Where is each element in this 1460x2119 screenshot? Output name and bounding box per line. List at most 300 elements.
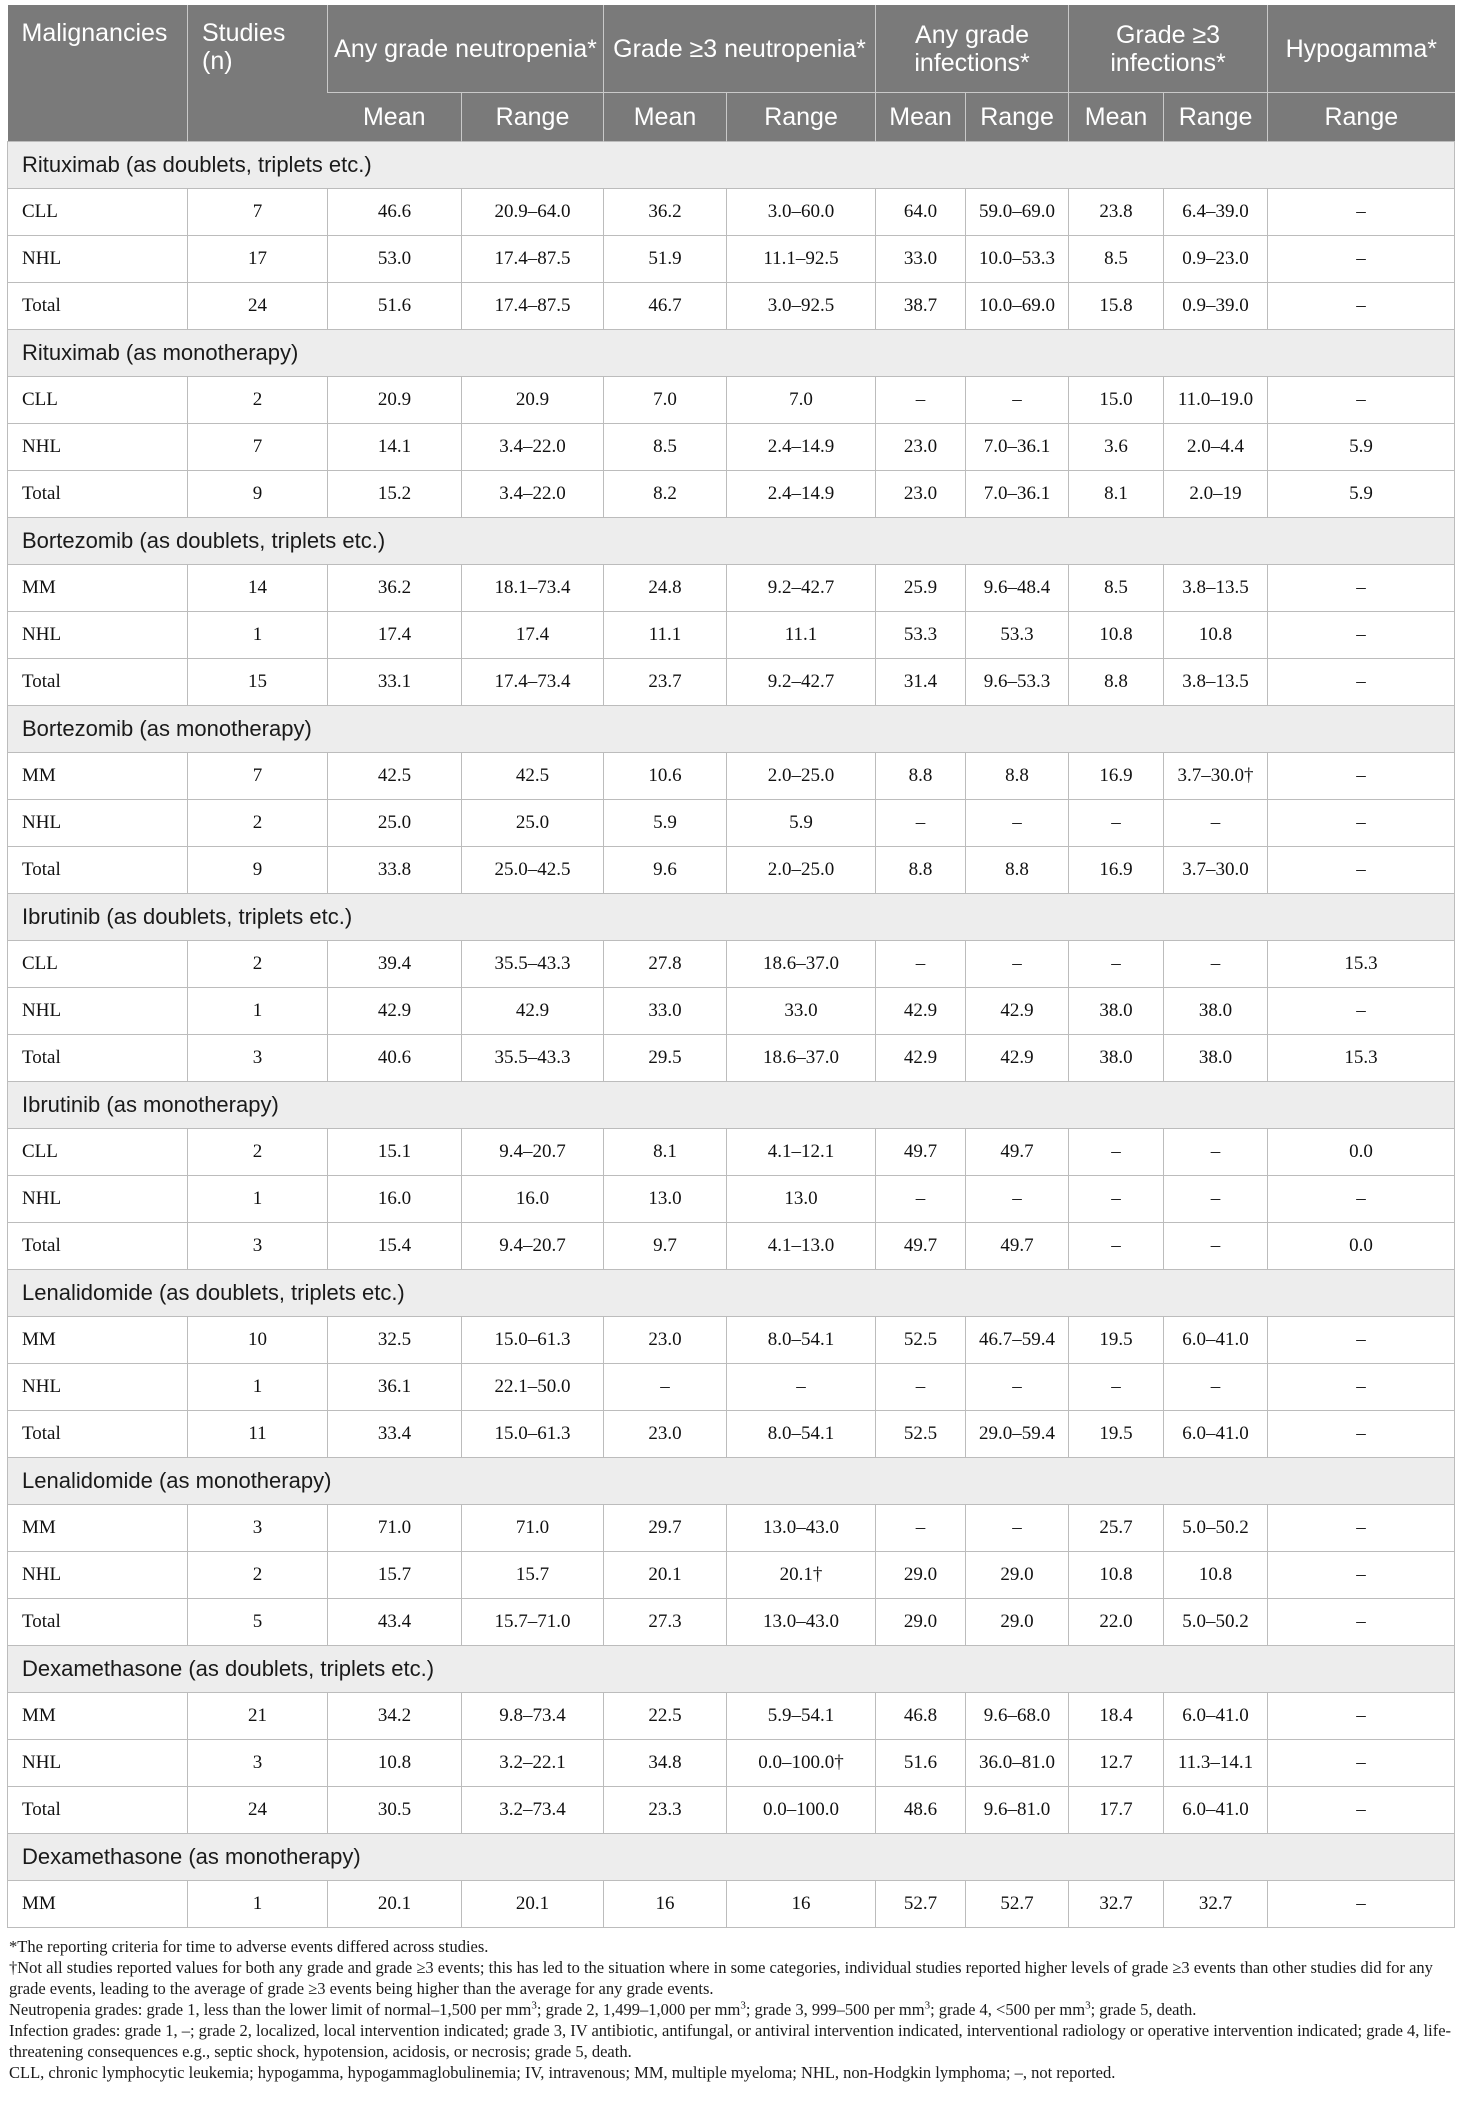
group-title: Bortezomib (as doublets, triplets etc.) (8, 518, 1455, 565)
table-cell: 38.7 (876, 283, 966, 330)
table-cell: – (1268, 1364, 1455, 1411)
table-cell: 53.3 (966, 612, 1069, 659)
row-label: NHL (8, 424, 188, 471)
table-cell: 17.4 (328, 612, 462, 659)
table-cell: 24 (188, 283, 328, 330)
table-cell: 5.9 (604, 800, 727, 847)
table-cell: 10 (188, 1317, 328, 1364)
table-cell: 17.4–87.5 (462, 283, 604, 330)
table-cell: 49.7 (966, 1223, 1069, 1270)
row-label: MM (8, 753, 188, 800)
table-cell: – (1268, 1411, 1455, 1458)
table-cell: 8.8 (1069, 659, 1164, 706)
table-cell: – (1268, 236, 1455, 283)
row-label: NHL (8, 988, 188, 1035)
table-row (8, 1599, 1455, 1646)
table-cell: – (1164, 941, 1268, 988)
table-cell: 53.0 (328, 236, 462, 283)
group-row (8, 706, 1455, 753)
table-cell: 4.1–13.0 (727, 1223, 876, 1270)
table-cell: 46.7–59.4 (966, 1317, 1069, 1364)
table-cell: 3.0–60.0 (727, 189, 876, 236)
table-cell: 18.6–37.0 (727, 1035, 876, 1082)
table-cell: 5.0–50.2 (1164, 1599, 1268, 1646)
table-cell: 9 (188, 847, 328, 894)
table-row (8, 1693, 1455, 1740)
table-cell: – (966, 1505, 1069, 1552)
row-label: Total (8, 1599, 188, 1646)
table-cell: 35.5–43.3 (462, 941, 604, 988)
row-label: NHL (8, 236, 188, 283)
subheader-range: Range (966, 93, 1069, 142)
table-cell: 51.6 (876, 1740, 966, 1787)
table-cell: 52.7 (966, 1881, 1069, 1928)
table-cell: 5.9 (1268, 424, 1455, 471)
table-header (8, 5, 1455, 142)
row-label: MM (8, 1505, 188, 1552)
table-cell: 16 (727, 1881, 876, 1928)
group-row (8, 142, 1455, 189)
table-cell: 3.7–30.0 (1164, 847, 1268, 894)
table-cell: 38.0 (1069, 1035, 1164, 1082)
row-label: Total (8, 1411, 188, 1458)
table-row (8, 189, 1455, 236)
table-cell: 8.2 (604, 471, 727, 518)
table-row (8, 1740, 1455, 1787)
table-cell: 8.8 (876, 753, 966, 800)
table-cell: 13.0–43.0 (727, 1599, 876, 1646)
table-cell: 21 (188, 1693, 328, 1740)
table-cell: 15.0 (1069, 377, 1164, 424)
table-cell: 2 (188, 800, 328, 847)
table-cell: 52.5 (876, 1317, 966, 1364)
adverse-events-table (7, 5, 1455, 1928)
table-cell: 3.6 (1069, 424, 1164, 471)
table-cell: 51.9 (604, 236, 727, 283)
table-cell: 3.8–13.5 (1164, 565, 1268, 612)
table-cell: 9.2–42.7 (727, 565, 876, 612)
table-cell: – (876, 1364, 966, 1411)
table-cell: 5.9 (1268, 471, 1455, 518)
table-cell: 2.4–14.9 (727, 471, 876, 518)
table-cell: 17.4–73.4 (462, 659, 604, 706)
table-cell: 6.0–41.0 (1164, 1693, 1268, 1740)
table-cell: 22.0 (1069, 1599, 1164, 1646)
group-row (8, 1458, 1455, 1505)
table-cell: 1 (188, 1364, 328, 1411)
table-cell: 15.7 (462, 1552, 604, 1599)
table-cell: 36.1 (328, 1364, 462, 1411)
table-cell: 23.8 (1069, 189, 1164, 236)
table-cell: – (1069, 941, 1164, 988)
table-cell: 15.7–71.0 (462, 1599, 604, 1646)
table-cell: 33.1 (328, 659, 462, 706)
table-cell: 8.0–54.1 (727, 1317, 876, 1364)
header-hypogamma: Hypogamma* (1268, 5, 1455, 93)
table-cell: 42.5 (328, 753, 462, 800)
table-cell: – (1069, 1129, 1164, 1176)
table-cell: 15.0–61.3 (462, 1317, 604, 1364)
table-cell: 15.0–61.3 (462, 1411, 604, 1458)
table-cell: 42.9 (966, 988, 1069, 1035)
table-cell: – (966, 377, 1069, 424)
table-cell: 8.8 (966, 753, 1069, 800)
table-cell: 42.9 (966, 1035, 1069, 1082)
table-cell: 48.6 (876, 1787, 966, 1834)
table-cell: 15.4 (328, 1223, 462, 1270)
table-row (8, 800, 1455, 847)
table-cell: 32.5 (328, 1317, 462, 1364)
table-cell: 59.0–69.0 (966, 189, 1069, 236)
table-footnotes (7, 1936, 1454, 2083)
table-cell: 29.0 (966, 1552, 1069, 1599)
table-row (8, 377, 1455, 424)
table-cell: 71.0 (462, 1505, 604, 1552)
table-cell: 2.4–14.9 (727, 424, 876, 471)
table-cell: – (1268, 753, 1455, 800)
table-cell: 6.0–41.0 (1164, 1317, 1268, 1364)
table-cell: 7 (188, 189, 328, 236)
table-cell: 11.1 (727, 612, 876, 659)
table-cell: 27.8 (604, 941, 727, 988)
row-label: Total (8, 1787, 188, 1834)
table-cell: 20.1 (328, 1881, 462, 1928)
table-cell: 12.7 (1069, 1740, 1164, 1787)
table-row (8, 1552, 1455, 1599)
table-cell: 39.4 (328, 941, 462, 988)
table-cell: 32.7 (1164, 1881, 1268, 1928)
table-cell: 52.7 (876, 1881, 966, 1928)
table-cell: 18.6–37.0 (727, 941, 876, 988)
subheader-range: Range (462, 93, 604, 142)
table-row (8, 424, 1455, 471)
table-cell: 9.6–68.0 (966, 1693, 1069, 1740)
table-cell: 16.0 (328, 1176, 462, 1223)
table-cell: 25.0 (462, 800, 604, 847)
table-cell: 18.4 (1069, 1693, 1164, 1740)
table-cell: 2 (188, 941, 328, 988)
table-cell: 3.7–30.0† (1164, 753, 1268, 800)
table-row (8, 1317, 1455, 1364)
footnote-reporting-criteria: *The reporting criteria for time to adverse events differed across studies. (9, 1937, 489, 1956)
table-cell: 46.6 (328, 189, 462, 236)
group-title: Lenalidomide (as doublets, triplets etc.) (8, 1270, 1455, 1317)
row-label: NHL (8, 612, 188, 659)
table-cell: 36.0–81.0 (966, 1740, 1069, 1787)
row-label: MM (8, 1881, 188, 1928)
table-cell: 42.9 (876, 988, 966, 1035)
table-row (8, 847, 1455, 894)
table-cell: – (876, 377, 966, 424)
table-cell: 1 (188, 988, 328, 1035)
table-cell: – (1164, 800, 1268, 847)
table-cell: 42.9 (328, 988, 462, 1035)
table-cell: 13.0 (727, 1176, 876, 1223)
table-cell: 5.9–54.1 (727, 1693, 876, 1740)
row-label: Total (8, 847, 188, 894)
table-cell: – (1268, 847, 1455, 894)
table-cell: 20.9 (328, 377, 462, 424)
subheader-mean: Mean (604, 93, 727, 142)
table-cell: 52.5 (876, 1411, 966, 1458)
table-cell: 29.0 (876, 1552, 966, 1599)
table-cell: – (1268, 1176, 1455, 1223)
table-cell: 2.0–25.0 (727, 847, 876, 894)
table-cell: 24.8 (604, 565, 727, 612)
table-cell: 25.9 (876, 565, 966, 612)
table-row (8, 1787, 1455, 1834)
row-label: Total (8, 471, 188, 518)
table-cell: 23.0 (876, 424, 966, 471)
table-cell: 9.6 (604, 847, 727, 894)
table-cell: – (1268, 1740, 1455, 1787)
table-row (8, 1411, 1455, 1458)
table-cell: 33.8 (328, 847, 462, 894)
table-container (7, 5, 1454, 2083)
table-cell: – (1268, 659, 1455, 706)
table-body (8, 142, 1455, 1928)
table-cell: 7 (188, 424, 328, 471)
table-cell: 14.1 (328, 424, 462, 471)
table-cell: 9.6–48.4 (966, 565, 1069, 612)
group-title: Dexamethasone (as monotherapy) (8, 1834, 1455, 1881)
group-row (8, 330, 1455, 377)
table-row (8, 612, 1455, 659)
row-label: MM (8, 1693, 188, 1740)
table-cell: – (966, 941, 1069, 988)
table-cell: 9.7 (604, 1223, 727, 1270)
table-cell: 2 (188, 377, 328, 424)
table-cell: 7.0 (604, 377, 727, 424)
table-cell: 20.9–64.0 (462, 189, 604, 236)
table-cell: 9 (188, 471, 328, 518)
table-cell: 3 (188, 1505, 328, 1552)
table-cell: – (1069, 800, 1164, 847)
row-label: CLL (8, 189, 188, 236)
row-label: Total (8, 1223, 188, 1270)
table-cell: – (1164, 1129, 1268, 1176)
group-row (8, 1082, 1455, 1129)
group-title: Ibrutinib (as doublets, triplets etc.) (8, 894, 1455, 941)
table-cell: 27.3 (604, 1599, 727, 1646)
row-label: NHL (8, 1364, 188, 1411)
table-cell: 33.4 (328, 1411, 462, 1458)
table-cell: 1 (188, 1881, 328, 1928)
table-cell: 33.0 (727, 988, 876, 1035)
table-cell: 9.4–20.7 (462, 1223, 604, 1270)
header-any-grade-neutropenia: Any grade neutropenia* (328, 5, 604, 93)
table-cell: – (1069, 1364, 1164, 1411)
table-cell: 2.0–19 (1164, 471, 1268, 518)
table-cell: – (1268, 1599, 1455, 1646)
table-cell: – (1268, 377, 1455, 424)
group-title: Lenalidomide (as monotherapy) (8, 1458, 1455, 1505)
table-cell: 3 (188, 1740, 328, 1787)
table-cell: 16.9 (1069, 753, 1164, 800)
table-cell: 33.0 (604, 988, 727, 1035)
table-cell: 15.3 (1268, 941, 1455, 988)
row-label: NHL (8, 1552, 188, 1599)
table-cell: 8.0–54.1 (727, 1411, 876, 1458)
table-cell: – (1164, 1223, 1268, 1270)
table-cell: 23.0 (876, 471, 966, 518)
table-cell: – (876, 941, 966, 988)
table-cell: 5.0–50.2 (1164, 1505, 1268, 1552)
table-cell: 49.7 (966, 1129, 1069, 1176)
table-cell: 11.1–92.5 (727, 236, 876, 283)
table-cell: 14 (188, 565, 328, 612)
table-cell: 34.8 (604, 1740, 727, 1787)
group-row (8, 518, 1455, 565)
table-cell: 25.0–42.5 (462, 847, 604, 894)
table-cell: 17 (188, 236, 328, 283)
row-label: CLL (8, 1129, 188, 1176)
table-cell: – (1268, 1552, 1455, 1599)
table-cell: 1 (188, 1176, 328, 1223)
table-cell: – (876, 800, 966, 847)
table-cell: – (1268, 988, 1455, 1035)
table-cell: 51.6 (328, 283, 462, 330)
table-cell: 7.0–36.1 (966, 471, 1069, 518)
table-cell: 40.6 (328, 1035, 462, 1082)
subheader-range: Range (1164, 93, 1268, 142)
table-cell: 3.4–22.0 (462, 471, 604, 518)
table-cell: – (1268, 565, 1455, 612)
table-row (8, 1223, 1455, 1270)
table-cell: 10.0–69.0 (966, 283, 1069, 330)
table-cell: 0.9–23.0 (1164, 236, 1268, 283)
row-label: MM (8, 565, 188, 612)
table-cell: 2.0–25.0 (727, 753, 876, 800)
table-cell: 3.0–92.5 (727, 283, 876, 330)
table-cell: 22.5 (604, 1693, 727, 1740)
table-cell: 3 (188, 1035, 328, 1082)
table-row (8, 1881, 1455, 1928)
subheader-range: Range (727, 93, 876, 142)
table-cell: – (876, 1505, 966, 1552)
table-row (8, 565, 1455, 612)
header-malignancies: Malignancies (8, 5, 188, 142)
table-cell: – (1268, 1881, 1455, 1928)
table-row (8, 471, 1455, 518)
footnote-abbreviations: CLL, chronic lymphocytic leukemia; hypogamma, hypogammaglobulinemia; IV, intravenous; MM, multiple myeloma; NHL, non-Hodgkin lymphoma; –, not reported. (9, 2063, 1116, 2082)
table-cell: 64.0 (876, 189, 966, 236)
table-cell: 19.5 (1069, 1317, 1164, 1364)
table-cell: 4.1–12.1 (727, 1129, 876, 1176)
table-cell: 15.7 (328, 1552, 462, 1599)
table-cell: 71.0 (328, 1505, 462, 1552)
table-cell: 11.3–14.1 (1164, 1740, 1268, 1787)
table-cell: 46.8 (876, 1693, 966, 1740)
table-cell: 16 (604, 1881, 727, 1928)
table-cell: 8.5 (604, 424, 727, 471)
table-cell: 9.8–73.4 (462, 1693, 604, 1740)
table-cell: 10.8 (1069, 612, 1164, 659)
table-cell: 23.0 (604, 1317, 727, 1364)
table-cell: 20.1† (727, 1552, 876, 1599)
table-cell: 11.1 (604, 612, 727, 659)
row-label: NHL (8, 1176, 188, 1223)
table-cell: 42.9 (462, 988, 604, 1035)
table-cell: 8.8 (876, 847, 966, 894)
table-cell: 3.8–13.5 (1164, 659, 1268, 706)
table-cell: 8.1 (1069, 471, 1164, 518)
table-cell: 8.5 (1069, 236, 1164, 283)
table-cell: 7.0–36.1 (966, 424, 1069, 471)
table-cell: 33.0 (876, 236, 966, 283)
table-cell: 0.0–100.0† (727, 1740, 876, 1787)
table-cell: 25.7 (1069, 1505, 1164, 1552)
table-row (8, 1364, 1455, 1411)
table-cell: 53.3 (876, 612, 966, 659)
row-label: CLL (8, 941, 188, 988)
group-title: Rituximab (as monotherapy) (8, 330, 1455, 377)
table-cell: 13.0 (604, 1176, 727, 1223)
table-cell: – (876, 1176, 966, 1223)
table-cell: 29.5 (604, 1035, 727, 1082)
table-cell: 18.1–73.4 (462, 565, 604, 612)
table-cell: – (1268, 612, 1455, 659)
table-cell: 2 (188, 1552, 328, 1599)
table-cell: 6.0–41.0 (1164, 1787, 1268, 1834)
table-cell: 35.5–43.3 (462, 1035, 604, 1082)
table-cell: 3.4–22.0 (462, 424, 604, 471)
table-cell: – (727, 1364, 876, 1411)
table-cell: 2.0–4.4 (1164, 424, 1268, 471)
table-cell: 43.4 (328, 1599, 462, 1646)
table-cell: 32.7 (1069, 1881, 1164, 1928)
table-cell: – (1268, 800, 1455, 847)
table-cell: 8.1 (604, 1129, 727, 1176)
row-label: NHL (8, 1740, 188, 1787)
table-cell: 10.8 (1164, 1552, 1268, 1599)
table-cell: 11.0–19.0 (1164, 377, 1268, 424)
table-cell: 23.3 (604, 1787, 727, 1834)
table-cell: 0.0 (1268, 1223, 1455, 1270)
table-cell: 15.3 (1268, 1035, 1455, 1082)
table-cell: 20.1 (462, 1881, 604, 1928)
table-cell: – (1069, 1223, 1164, 1270)
table-cell: – (1069, 1176, 1164, 1223)
table-cell: 20.1 (604, 1552, 727, 1599)
table-cell: 46.7 (604, 283, 727, 330)
footnote-infection-grades: Infection grades: grade 1, –; grade 2, localized, local intervention indicated; grade 3, IV antibiotic, antifungal, or antiviral intervention indicated, interventional radiology or operative intervention indicated; grade 4, life-threatening consequences e.g., septic shock, hypotension, acidosis, or necrosis; grade 5, death. (9, 2021, 1452, 2061)
group-row (8, 1646, 1455, 1693)
table-cell: 19.5 (1069, 1411, 1164, 1458)
table-cell: 30.5 (328, 1787, 462, 1834)
subheader-mean: Mean (876, 93, 966, 142)
table-cell: 9.2–42.7 (727, 659, 876, 706)
table-cell: 8.8 (966, 847, 1069, 894)
table-cell: 10.8 (328, 1740, 462, 1787)
subheader-range: Range (1268, 93, 1455, 142)
table-cell: – (1268, 283, 1455, 330)
table-cell: – (1268, 1317, 1455, 1364)
table-cell: 42.9 (876, 1035, 966, 1082)
table-cell: 2 (188, 1129, 328, 1176)
table-cell: 3.2–22.1 (462, 1740, 604, 1787)
table-cell: 13.0–43.0 (727, 1505, 876, 1552)
header-any-grade-infections: Any grade infections* (876, 5, 1069, 93)
header-studies: Studies (n) (188, 5, 328, 142)
group-title: Ibrutinib (as monotherapy) (8, 1082, 1455, 1129)
table-cell: – (1268, 1693, 1455, 1740)
table-row (8, 753, 1455, 800)
table-row (8, 283, 1455, 330)
table-row (8, 941, 1455, 988)
table-cell: 38.0 (1069, 988, 1164, 1035)
table-cell: 36.2 (328, 565, 462, 612)
